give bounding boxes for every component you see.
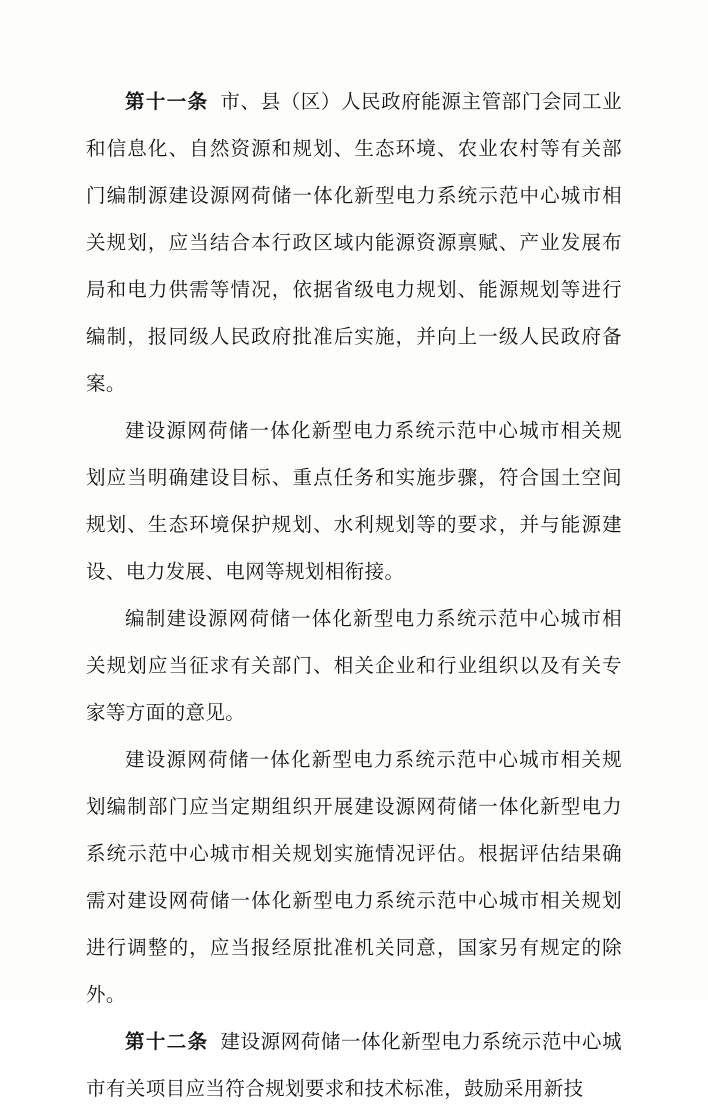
article-label: 第十二条 — [125, 1030, 209, 1053]
paragraph-text: 建设源网荷储一体化新型电力系统示范中心城市有关项目应当符合规划要求和技术标准，鼓励采用新技 — [86, 1030, 622, 1100]
paragraph-text: 编制建设源网荷储一体化新型电力系统示范中心城市相关规划应当征求有关部门、相关企业和行业组织以及有关专家等方面的意见。 — [86, 607, 622, 724]
article-label: 第十一条 — [125, 90, 209, 113]
paragraph-3 — [86, 595, 622, 736]
paragraph-4 — [86, 736, 622, 1018]
paragraph-text: 建设源网荷储一体化新型电力系统示范中心城市相关规划编制部门应当定期组织开展建设源网荷储一体化新型电力系统示范中心城市相关规划实施情况评估。根据评估结果确需对建设网荷储一体化新型电力系统示范中心城市相关规划进行调整的，应当报经原批准机关同意，国家另有规定的除外。 — [86, 748, 622, 1006]
paragraph-article-12 — [86, 1018, 622, 1112]
document-body — [86, 78, 622, 1112]
paragraph-text: 建设源网荷储一体化新型电力系统示范中心城市相关规划应当明确建设目标、重点任务和实施步骤，符合国土空间规划、生态环境保护规划、水利规划等的要求，并与能源建设、电力发展、电网等规划相衔接。 — [86, 419, 622, 583]
paragraph-2 — [86, 407, 622, 595]
paragraph-text: 市、县（区）人民政府能源主管部门会同工业和信息化、自然资源和规划、生态环境、农业农村等有关部门编制源建设源网荷储一体化新型电力系统示范中心城市相关规划，应当结合本行政区域内能源资源禀赋、产业发展布局和电力供需等情况，依据省级电力规划、能源规划等进行编制，报同级人民政府批准后实施，并向上一级人民政府备案。 — [86, 90, 622, 395]
paragraph-article-11 — [86, 78, 622, 407]
